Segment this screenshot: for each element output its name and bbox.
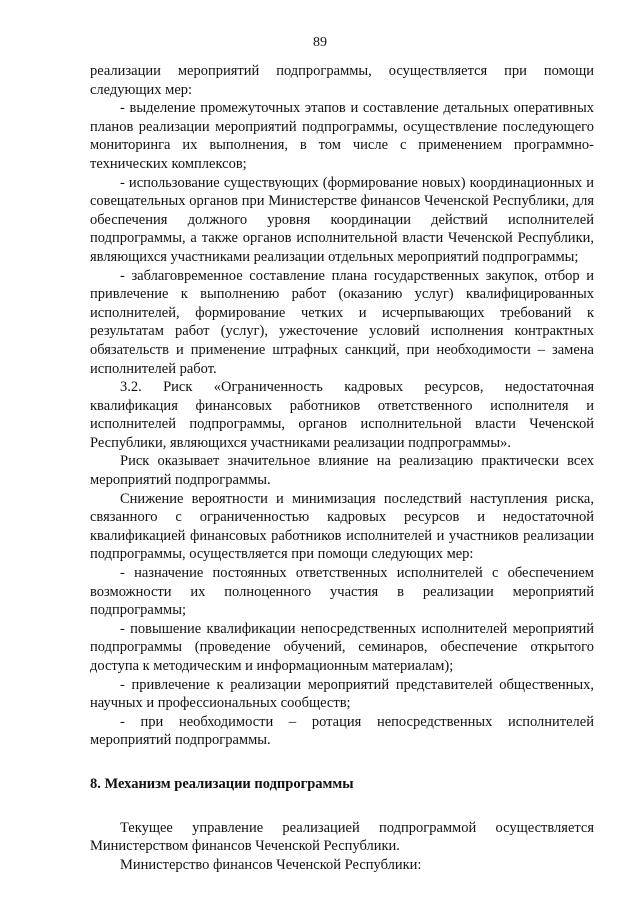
section-heading: 8. Механизм реализации подпрограммы: [90, 775, 354, 792]
list-item-qualification: - повышение квалификации непосредственных исполнителей мероприятий подпрограммы (проведение обучений, семинаров, обеспечение открытого доступа к методическим и информационным материалам);: [90, 620, 594, 674]
list-item-permanent-executors: - назначение постоянных ответственных исполнителей с обеспечением возможности их полноценного участия в реализации мероприятий подпрограммы;: [90, 565, 594, 619]
ministry-paragraph: Министерство финансов Чеченской Республики:: [120, 856, 422, 873]
list-item-stages: - выделение промежуточных этапов и составление детальных оперативных планов реализации мероприятий подпрограммы, осуществление последующего мониторинга их выполнения, в том числе с применением программно-технических комплексов;: [90, 100, 594, 172]
paragraph-continuation: реализации мероприятий подпрограммы, осуществляется при помощи следующих мер:: [90, 63, 594, 98]
list-item-coordination-bodies: - использование существующих (формирование новых) координационных и совещательных органов при Министерстве финансов Чеченской Республики, для обеспечения должного уровня координации действий исполнителей подпрограммы, а также органов исполнительной власти Чеченской Республики, являющихся участниками реализации отдельных мероприятий подпрограммы;: [90, 174, 594, 265]
risk-3-2-paragraph: 3.2. Риск «Ограниченность кадровых ресурсов, недостаточная квалификация финансовых работников ответственного исполнителя и исполнителей подпрограммы, органов исполнительной власти Чеченской Республики, являющихся участниками реализации подпрограммы».: [90, 379, 594, 451]
risk-mitigation-paragraph: Снижение вероятности и минимизация последствий наступления риска, связанного с ограниченностью кадровых ресурсов и недостаточной квалификацией финансовых работников исполнителей и участников реализации подпрограммы, осуществляется при помощи следующих мер:: [90, 490, 594, 563]
management-paragraph: Текущее управление реализацией подпрограммой осуществляется Министерством финансов Чеченской Республики.: [90, 819, 594, 855]
list-item-communities: - привлечение к реализации мероприятий представителей общественных, научных и профессиональных сообществ;: [90, 676, 594, 712]
page-body: [90, 62, 594, 874]
list-item-procurement: - заблаговременное составление плана государственных закупок, отбор и привлечение к выполнению работ (оказанию услуг) квалифицированных исполнителей, формирование четких и исчерпывающих требований к результатам работ (услуг), ужесточение условий исполнения контрактных обязательств и применение штрафных санкций, при необходимости – замена исполнителей работ.: [90, 267, 594, 377]
risk-impact-paragraph: Риск оказывает значительное влияние на реализацию практически всех мероприятий подпрограммы.: [90, 453, 594, 489]
page-number: 89: [313, 35, 327, 50]
list-item-rotation: - при необходимости – ротация непосредственных исполнителей мероприятий подпрограммы.: [90, 713, 594, 749]
